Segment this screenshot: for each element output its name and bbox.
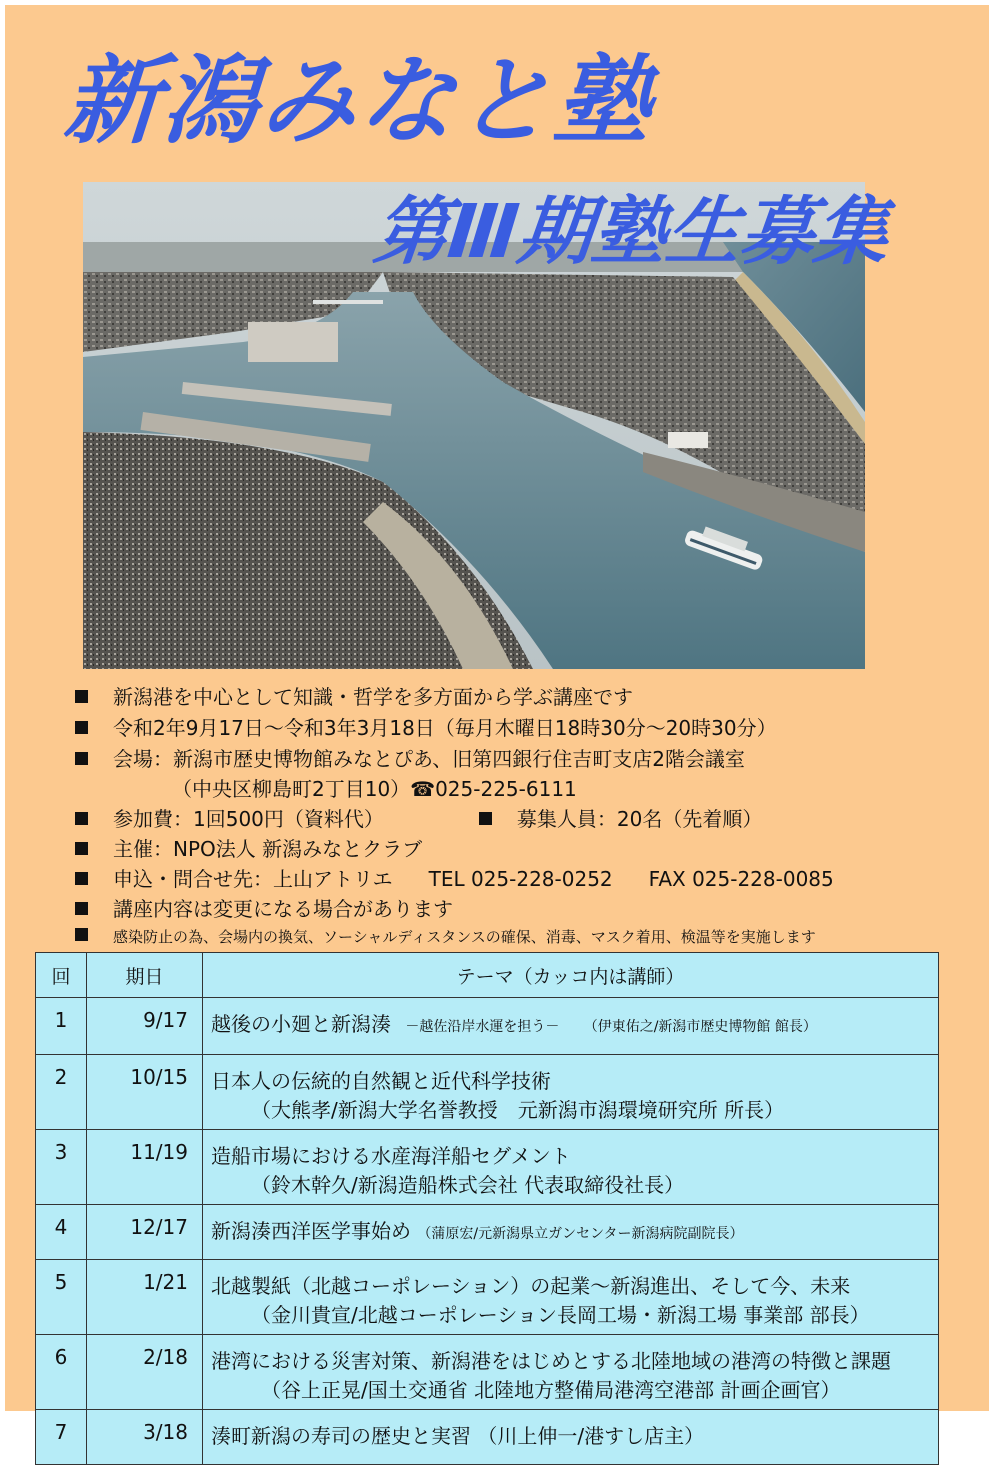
- session-theme: [203, 1260, 939, 1335]
- theme-subtitle: －越佐沿岸水運を担う－: [405, 1019, 560, 1035]
- poster: [5, 5, 989, 1448]
- presenter: （伊東佑之/新潟市歴史博物館 館長）: [583, 1019, 817, 1035]
- theme-title: 新潟湊西洋医学事始め: [211, 1219, 411, 1243]
- info-item-about: 新潟港を中心として知識・哲学を多方面から学ぶ講座です: [75, 681, 633, 710]
- square-bullet-icon: [75, 721, 88, 734]
- session-date: 3/18: [87, 1410, 203, 1465]
- session-theme: [203, 998, 939, 1055]
- theme-title: 湊町新潟の寿司の歴史と実習: [211, 1424, 471, 1448]
- session-date: 1/21: [87, 1260, 203, 1335]
- table-row: [36, 1205, 939, 1260]
- header-date: 期日: [87, 953, 203, 998]
- poster-title: 新潟みなと塾: [60, 45, 657, 157]
- info-item-contact: 申込・問合せ先：上山アトリエ TEL 025-228-0252 FAX 025-228-0085: [75, 863, 834, 892]
- square-bullet-icon: [75, 752, 88, 765]
- info-item-infection-control: 感染防止の為、会場内の換気、ソーシャルディスタンスの確保、消毒、マスク着用、検温等を実施します: [75, 926, 816, 947]
- square-bullet-icon: [75, 902, 88, 915]
- session-date: 2/18: [87, 1335, 203, 1410]
- session-number: 2: [36, 1055, 87, 1130]
- session-date: 12/17: [87, 1205, 203, 1260]
- session-number: 3: [36, 1130, 87, 1205]
- session-theme: [203, 1335, 939, 1410]
- info-item-fee: 参加費：1回500円（資料代） 募集人員：20名（先着順）: [75, 803, 762, 832]
- table-row: [36, 1055, 939, 1130]
- square-bullet-icon: [75, 872, 88, 885]
- presenter: （川上伸一/港すし店主）: [477, 1424, 705, 1448]
- info-item-venue: 会場：新潟市歴史博物館みなとぴあ、旧第四銀行住吉町支店2階会議室: [75, 743, 745, 772]
- session-date: 10/15: [87, 1055, 203, 1130]
- session-number: 6: [36, 1335, 87, 1410]
- presenter: （鈴木幹久/新潟造船株式会社 代表取締役社長）: [251, 1173, 685, 1197]
- session-theme: [203, 1055, 939, 1130]
- info-item-venue-address: （中央区柳島町2丁目10）☎025-225-6111: [172, 777, 577, 801]
- table-header-row: [36, 953, 939, 998]
- square-bullet-icon: [75, 842, 88, 855]
- presenter: （谷上正晃/国土交通省 北陸地方整備局港湾空港部 計画企画官）: [261, 1378, 841, 1402]
- session-number: 1: [36, 998, 87, 1055]
- square-bullet-icon: [75, 812, 88, 825]
- table-row: [36, 1335, 939, 1410]
- table-row: [36, 1130, 939, 1205]
- theme-title: 日本人の伝統的自然観と近代科学技術: [211, 1069, 551, 1093]
- theme-title: 造船市場における水産海洋船セグメント: [211, 1144, 571, 1168]
- theme-title: 北越製紙（北越コーポレーション）の起業～新潟進出、そして今、未来: [211, 1274, 851, 1298]
- table-row: [36, 998, 939, 1055]
- session-date: 11/19: [87, 1130, 203, 1205]
- poster-subtitle: 第Ⅲ期塾生募集: [369, 189, 893, 275]
- info-item-organizer: 主催：NPO法人 新潟みなとクラブ: [75, 833, 422, 862]
- session-date: 9/17: [87, 998, 203, 1055]
- session-theme: [203, 1130, 939, 1205]
- session-theme: [203, 1205, 939, 1260]
- theme-title: 港湾における災害対策、新潟港をはじめとする北陸地域の港湾の特徴と課題: [211, 1349, 891, 1373]
- square-bullet-icon: [75, 928, 88, 941]
- presenter: （金川貴宣/北越コーポレーション長岡工場・新潟工場 事業部 部長）: [251, 1303, 870, 1327]
- header-no: 回: [36, 953, 87, 998]
- theme-title: 越後の小廻と新潟湊: [211, 1012, 391, 1036]
- info-item-notice: 講座内容は変更になる場合があります: [75, 893, 453, 922]
- presenter: （大熊孝/新潟大学名誉教授 元新潟市潟環境研究所 所長）: [251, 1098, 785, 1122]
- info-item-period: 令和2年9月17日～令和3年3月18日（毎月木曜日18時30分～20時30分）: [75, 712, 777, 741]
- session-number: 5: [36, 1260, 87, 1335]
- presenter: （蒲原宏/元新潟県立ガンセンター新潟病院副院長）: [417, 1226, 744, 1242]
- schedule-table: [35, 952, 939, 1465]
- header-theme: テーマ（カッコ内は講師）: [203, 953, 939, 998]
- square-bullet-icon: [479, 812, 492, 825]
- session-number: 4: [36, 1205, 87, 1260]
- table-row: [36, 1260, 939, 1335]
- square-bullet-icon: [75, 690, 88, 703]
- session-number: 7: [36, 1410, 87, 1465]
